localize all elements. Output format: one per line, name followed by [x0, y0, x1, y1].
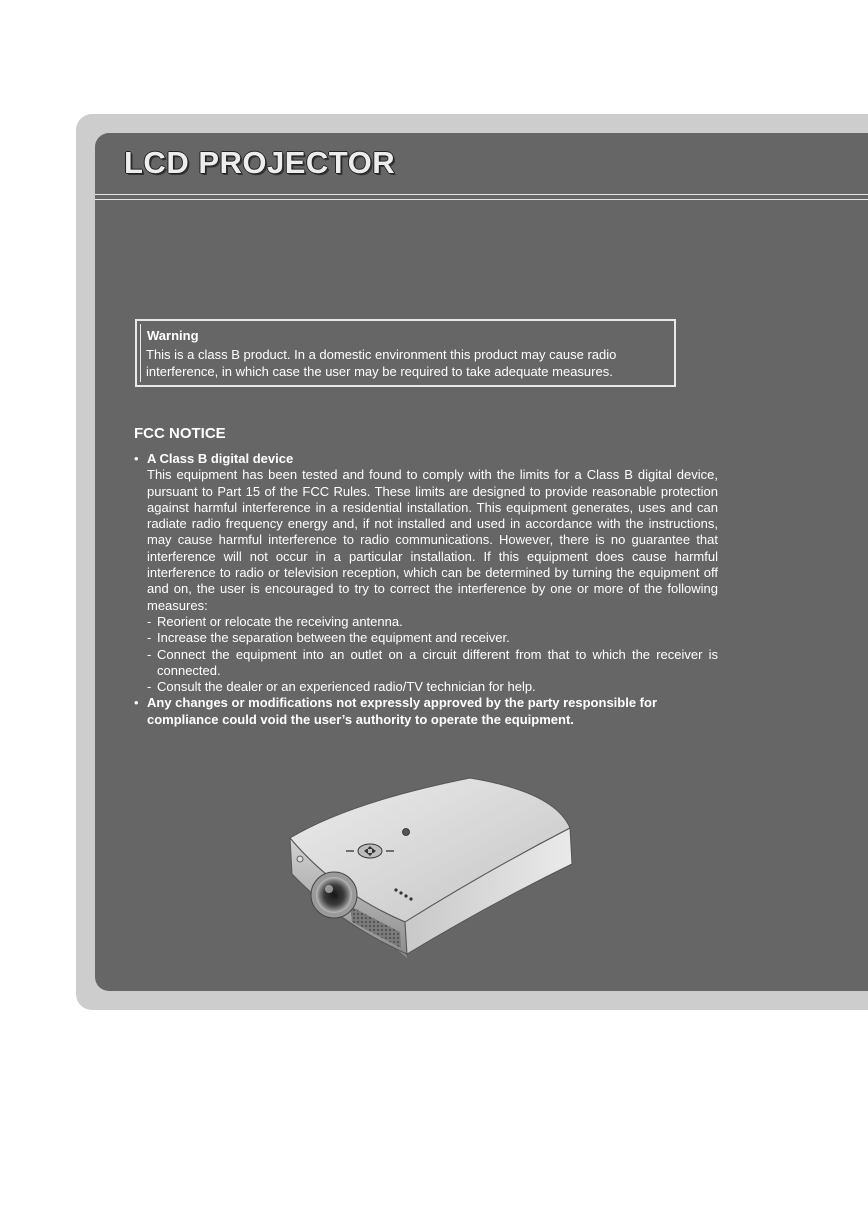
item-text: Any changes or modifications not expressly approved by the party responsible for compliance could void the user’s authority to operate the equipment. — [147, 695, 658, 727]
measure-text: Consult the dealer or an experienced radio/TV technician for help. — [157, 679, 536, 695]
fcc-list — [134, 451, 718, 728]
menu-button — [403, 829, 410, 836]
measure-text: Reorient or relocate the receiving antenna. — [157, 613, 403, 629]
fcc-notice-title: FCC NOTICE — [134, 425, 226, 442]
led-4 — [409, 897, 412, 900]
measure-item — [147, 614, 718, 630]
projector-illustration — [280, 772, 575, 962]
list-item-modifications — [134, 695, 718, 728]
title-rule-bottom — [95, 199, 868, 200]
measure-item — [147, 647, 718, 680]
dash: - — [147, 646, 152, 662]
lens — [316, 877, 352, 913]
warning-box — [135, 319, 676, 387]
item-heading: A Class B digital device — [147, 451, 294, 466]
bullet: • — [134, 451, 139, 466]
power-indicator — [297, 856, 303, 862]
measure-text: Increase the separation between the equipment and receiver. — [157, 630, 510, 646]
warning-heading: Warning — [147, 328, 199, 343]
led-1 — [394, 888, 397, 891]
measure-item — [147, 679, 718, 695]
dash: - — [147, 613, 152, 629]
lens-highlight — [325, 885, 333, 893]
page-title: LCD PROJECTOR — [124, 145, 396, 180]
warning-body: This is a class B product. In a domestic environment this product may cause radio interference, in which case the user may be required to take adequate measures. — [146, 347, 617, 379]
dash: - — [147, 630, 152, 646]
title-rule-top — [95, 194, 868, 195]
measure-item — [147, 630, 718, 646]
led-3 — [404, 894, 407, 897]
bullet: • — [134, 695, 139, 711]
led-2 — [399, 891, 402, 894]
measure-text: Connect the equipment into an outlet on a circuit different from that to which the receiver is connected. — [157, 646, 718, 678]
dash: - — [147, 679, 152, 695]
list-item-class-b — [134, 451, 718, 695]
item-body: This equipment has been tested and found to comply with the limits for a Class B digital device, pursuant to Part 15 of the FCC Rules. These limits are designed to provide reasonable protection against harmful interference in a residential installation. This equipment generates, uses and can radiate radio frequency energy and, if not installed and used in accordance with the instructions, may cause harmful interference to radio communications. However, there is no guarantee that interference will not occur in a particular installation. If this equipment does cause harmful interference to radio or television reception, which can be determined by turning the equipment off and on, the user is encouraged to try to correct the interference by one or more of the following measures: — [147, 467, 718, 613]
